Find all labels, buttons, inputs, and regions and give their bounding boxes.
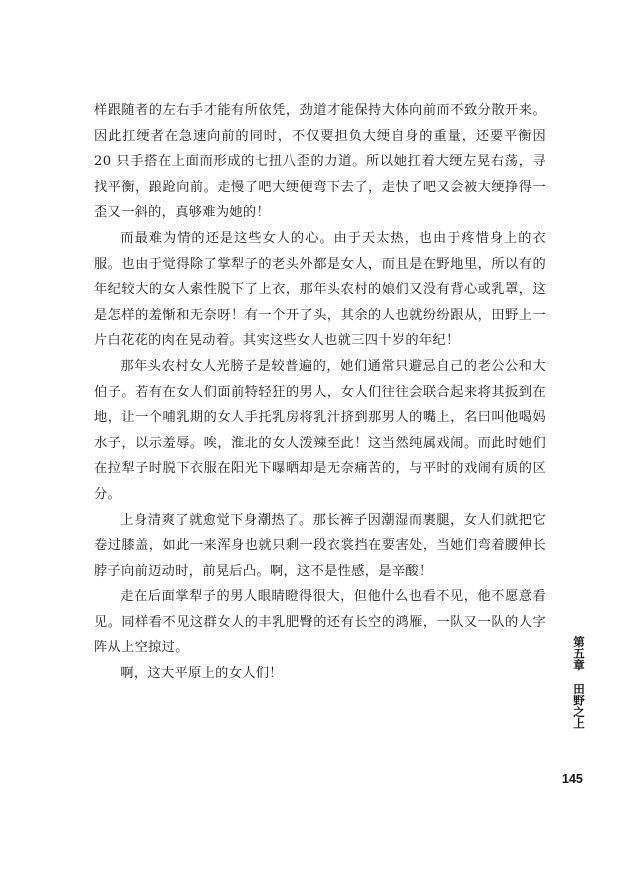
paragraph-6: 啊，这大平原上的女人们！ [120, 666, 283, 682]
chapter-title: 田野之上 [572, 682, 586, 729]
page-number: 145 [562, 772, 583, 786]
paragraph-3: 那年头农村女人光膀子是较普遍的，她们通常只避忌自己的老公公和大伯子。若有在女人们面前特轻狂的男人，女人们往往会联合起来将其扳到在地，让一个哺乳期的女人手托乳房将乳汁挤到那男人的嘴上，名曰叫他喝妈水子，以示羞辱。唉，淮北的女人泼辣至此！这当然纯属戏闹。而此时她们在拉犁子时脱下衣服在阳光下曝晒却是无奈痛苦的，与平时的戏闹有质的区分。 [94, 358, 546, 502]
chapter-side-tab [570, 636, 586, 729]
paragraph-5: 走在后面掌犁子的男人眼睛瞪得很大，但他什么也看不见，他不愿意看见。同样看不见这群女人的丰乳肥臀的还有长空的鸿雁，一队又一队的人字阵从上空掠过。 [94, 589, 546, 656]
body-text [94, 98, 546, 687]
chapter-label: 第五章 [572, 636, 586, 671]
paragraph-1: 样跟随者的左右手才能有所依凭，劲道才能保持大体向前而不致分散开来。因此扛绠者在急速向前的同时，不仅要担负大绠自身的重量，还要平衡因 20 只手搭在上面而形成的七扭八歪的力道。所以她扛着大绠左晃右荡，寻找平衡，踉跄向前。走慢了吧大绠便弯下去了，走快了吧又会被大绠挣得一歪又一斜的，真够难为她的！ [94, 103, 546, 221]
paragraph-2: 而最难为情的还是这些女人的心。由于天太热，也由于疼惜身上的衣服。也由于觉得除了掌犁子的老头外都是女人，而且是在野地里，所以有的年纪较大的女人索性脱下了上衣，那年头农村的娘们又没有背心或乳罩，这是怎样的羞惭和无奈呀！有一个开了头，其余的人也就纷纷跟从，田野上一片白花花的肉在晃动着。其实这些女人也就三四十岁的年纪！ [94, 230, 546, 349]
paragraph-4: 上身清爽了就愈觉下身潮热了。那长裤子因潮湿而裹腿，女人们就把它卷过膝盖，如此一来浑身也就只剩一段衣裳挡在要害处，当她们弯着腰伸长脖子向前迈动时，前晃后凸。啊，这不是性感，是辛酸！ [94, 512, 546, 579]
